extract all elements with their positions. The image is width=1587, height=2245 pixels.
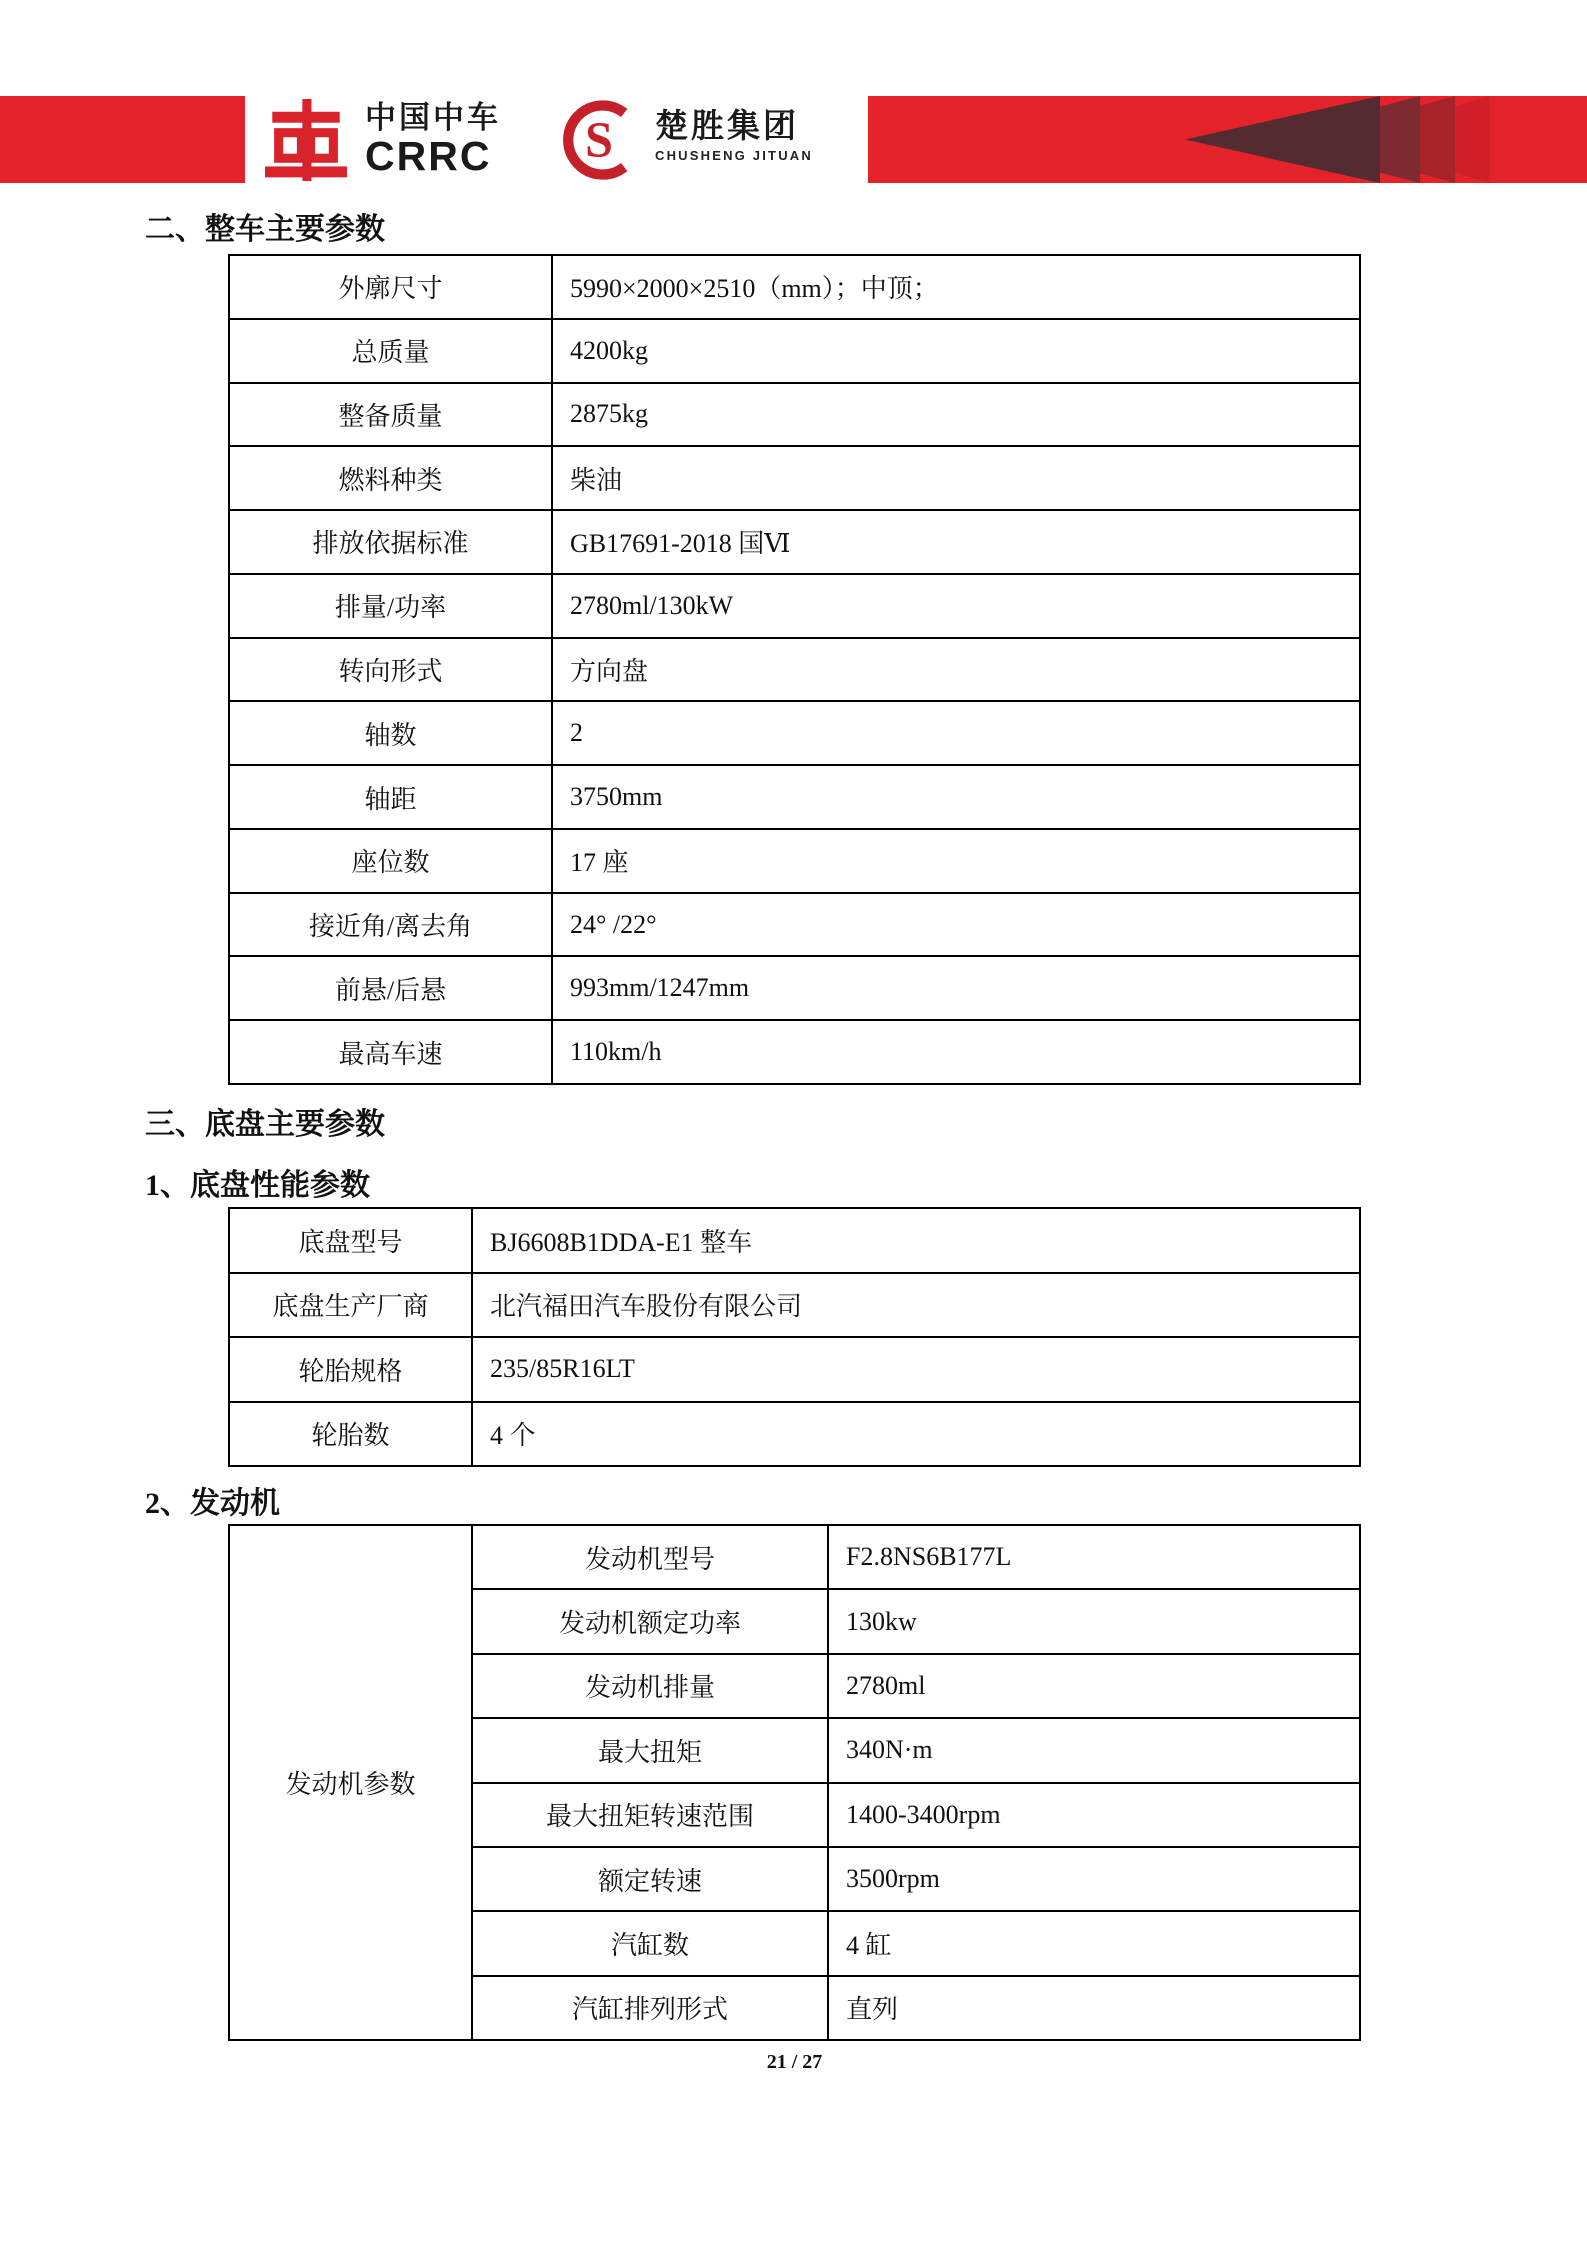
chassis-params-rows — [230, 1209, 1359, 1465]
row-label: 底盘生产厂商 — [230, 1274, 473, 1337]
chassis-params-table — [228, 1207, 1361, 1467]
crrc-en-label: CRRC — [365, 133, 492, 179]
page-number: 21 / 27 — [766, 2051, 823, 2073]
table-row — [230, 1019, 1359, 1083]
section-heading-chassis-perf: 1、底盘性能参数 — [145, 1169, 370, 1202]
row-value: GB17691-2018 国Ⅵ — [570, 529, 791, 559]
row-value: 直列 — [846, 1995, 899, 2025]
row-label: 发动机排量 — [473, 1655, 829, 1717]
row-label: 排放依据标准 — [230, 511, 553, 573]
row-value: 柴油 — [570, 465, 623, 495]
row-value: 993mm/1247mm — [570, 973, 750, 1003]
table-row — [473, 1653, 1359, 1717]
table-row — [230, 1209, 1359, 1272]
row-label: 燃料种类 — [230, 447, 553, 509]
table-row — [230, 955, 1359, 1019]
row-value: 3500rpm — [846, 1864, 940, 1894]
row-label: 底盘型号 — [230, 1209, 473, 1272]
table-row — [473, 1910, 1359, 1974]
row-label: 转向形式 — [230, 639, 553, 701]
chusheng-en-label: CHUSHENG JITUAN — [655, 148, 813, 163]
row-label: 发动机型号 — [473, 1526, 829, 1588]
row-value: 2875kg — [570, 399, 648, 429]
crrc-logo-text — [365, 100, 501, 179]
row-value: 方向盘 — [570, 656, 649, 686]
table-row — [230, 1401, 1359, 1466]
table-row — [473, 1588, 1359, 1652]
table-row — [230, 382, 1359, 446]
header-band — [0, 96, 1587, 183]
row-value: BJ6608B1DDA-E1 整车 — [490, 1227, 753, 1257]
table-row — [230, 445, 1359, 509]
crrc-cn-label: 中国中车 — [365, 100, 501, 135]
table-row — [473, 1717, 1359, 1781]
table-row — [230, 573, 1359, 637]
row-value: 北汽福田汽车股份有限公司 — [490, 1292, 803, 1322]
table-row — [473, 1846, 1359, 1910]
row-label: 前悬/后悬 — [230, 957, 553, 1019]
row-label: 轴数 — [230, 702, 553, 764]
row-value: 24° /22° — [570, 909, 657, 939]
engine-merged-label: 发动机参数 — [230, 1526, 473, 2039]
row-label: 额定转速 — [473, 1848, 829, 1910]
crrc-logo-icon — [265, 99, 347, 181]
table-row — [230, 318, 1359, 382]
table-row — [230, 892, 1359, 956]
row-value: F2.8NS6B177L — [846, 1542, 1012, 1572]
table-row — [473, 1975, 1359, 2039]
row-label: 总质量 — [230, 320, 553, 382]
row-value: 130kw — [846, 1606, 917, 1636]
table-row — [230, 509, 1359, 573]
chusheng-logo-text — [655, 106, 813, 166]
row-value: 2780ml — [846, 1670, 926, 1700]
table-row — [230, 1272, 1359, 1337]
row-label: 发动机额定功率 — [473, 1590, 829, 1652]
table-row — [230, 700, 1359, 764]
row-label: 轴距 — [230, 766, 553, 828]
table-row — [230, 1336, 1359, 1401]
section-heading-engine: 2、发动机 — [145, 1487, 280, 1520]
row-label: 最大扭矩 — [473, 1719, 829, 1781]
engine-params-table — [228, 1524, 1361, 2041]
row-value: 17 座 — [570, 848, 629, 878]
row-label: 汽缸排列形式 — [473, 1977, 829, 2039]
table-row — [230, 256, 1359, 318]
table-row — [230, 764, 1359, 828]
vehicle-params-table — [228, 254, 1361, 1085]
svg-text:S: S — [584, 111, 614, 168]
row-label: 排量/功率 — [230, 575, 553, 637]
row-label: 最大扭矩转速范围 — [473, 1784, 829, 1846]
chusheng-logo-icon — [557, 98, 641, 182]
row-label: 整备质量 — [230, 384, 553, 446]
row-label: 汽缸数 — [473, 1912, 829, 1974]
row-value: 1400-3400rpm — [846, 1799, 1001, 1829]
section-heading-vehicle: 二、整车主要参数 — [145, 213, 385, 246]
row-label: 接近角/离去角 — [230, 894, 553, 956]
row-value: 2 — [570, 718, 583, 748]
row-label: 最高车速 — [230, 1021, 553, 1083]
section-heading-chassis: 三、底盘主要参数 — [145, 1108, 385, 1141]
row-label: 外廓尺寸 — [230, 256, 553, 318]
table-row — [230, 828, 1359, 892]
row-value: 5990×2000×2510（mm）；中顶； — [570, 274, 939, 304]
row-value: 4 缸 — [846, 1930, 892, 1960]
row-value: 110km/h — [570, 1037, 662, 1067]
row-label: 轮胎数 — [230, 1403, 473, 1466]
row-value: 2780ml/130kW — [570, 590, 734, 620]
engine-params-rows — [473, 1526, 1359, 2039]
row-label: 轮胎规格 — [230, 1338, 473, 1401]
vehicle-params-rows — [230, 256, 1359, 1083]
table-row — [473, 1526, 1359, 1588]
row-value: 235/85R16LT — [490, 1354, 635, 1384]
row-value: 4 个 — [490, 1421, 536, 1451]
row-value: 4200kg — [570, 335, 648, 365]
row-value: 3750mm — [570, 782, 663, 811]
row-label: 座位数 — [230, 830, 553, 892]
chusheng-cn-label: 楚胜集团 — [655, 107, 799, 144]
table-row — [473, 1782, 1359, 1846]
row-value: 340N·m — [846, 1735, 933, 1765]
chevrons-icon — [1140, 96, 1510, 183]
table-row — [230, 637, 1359, 701]
logo-box — [245, 90, 868, 189]
